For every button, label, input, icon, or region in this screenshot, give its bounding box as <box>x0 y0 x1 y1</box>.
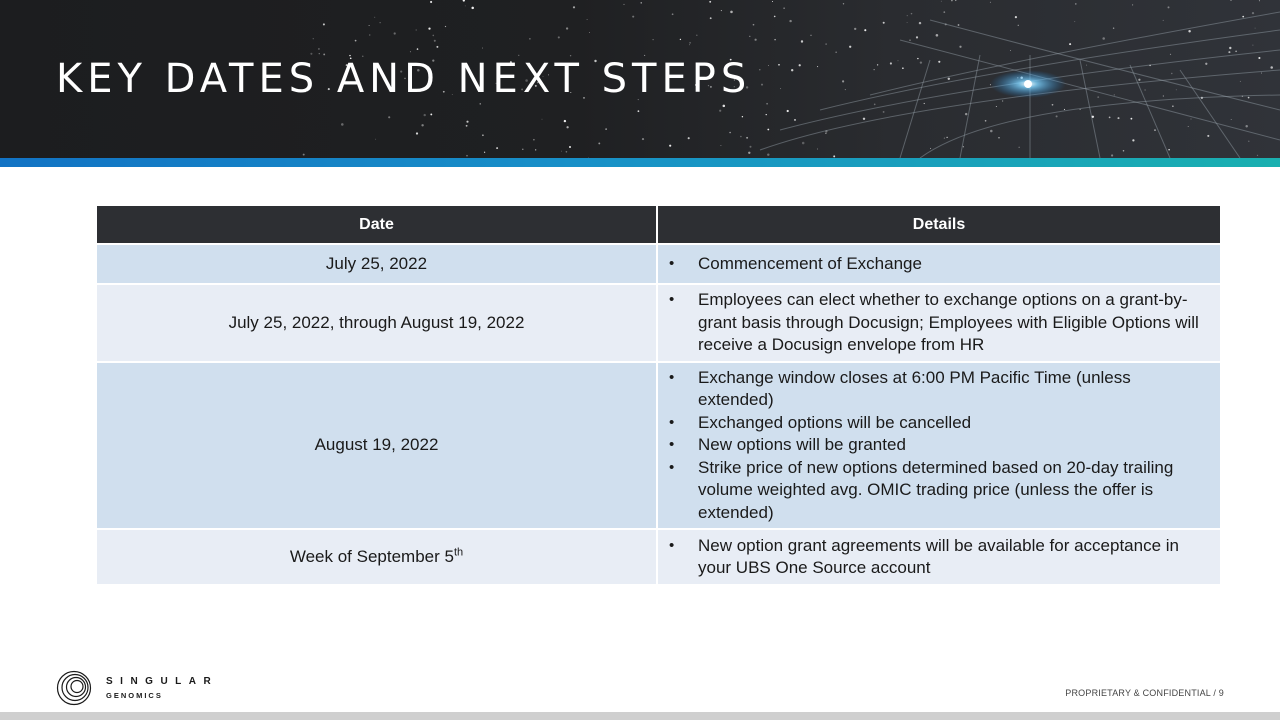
details-list <box>668 289 1210 357</box>
details-cell <box>657 244 1220 284</box>
list-item: • Commencement of Exchange <box>668 253 1210 276</box>
list-item: • Exchange window closes at 6:00 PM Pacific Time (unless extended) <box>668 367 1210 412</box>
list-item: • New options will be granted <box>668 434 1210 457</box>
header-banner <box>0 0 1280 158</box>
bottom-bar <box>0 712 1280 720</box>
logo-wordmark-genomics: GENOMICS <box>106 691 163 700</box>
list-item: • Employees can elect whether to exchange options on a grant-by-grant basis through Docusign; Employees with Eligible Options will receive a Docusign envelope from HR <box>668 289 1210 357</box>
page-title: KEY DATES AND NEXT STEPS <box>56 56 752 102</box>
company-logo <box>56 670 226 706</box>
table-header-row <box>97 206 1220 244</box>
accent-bar <box>0 158 1280 167</box>
key-dates-table <box>97 206 1220 584</box>
date-text: Week of September 5 <box>289 546 454 566</box>
table-row <box>97 284 1220 362</box>
page-number: 9 <box>1218 688 1224 698</box>
column-header-date: Date <box>97 206 657 244</box>
list-item: • New option grant agreements will be available for acceptance in your UBS One Source account <box>668 535 1210 580</box>
table-row <box>97 362 1220 530</box>
date-cell <box>97 529 657 584</box>
table-row <box>97 529 1220 584</box>
logo-wordmark-singular: SINGULAR <box>106 676 219 687</box>
date-cell: August 19, 2022 <box>97 362 657 530</box>
details-list <box>668 367 1210 525</box>
date-cell: July 25, 2022, through August 19, 2022 <box>97 284 657 362</box>
confidential-label: PROPRIETARY & CONFIDENTIAL <box>1065 688 1211 698</box>
table-row <box>97 244 1220 284</box>
details-list <box>668 535 1210 580</box>
details-cell <box>657 529 1220 584</box>
logo-rings-icon <box>56 670 92 706</box>
footer-confidential <box>1065 688 1224 698</box>
date-cell: July 25, 2022 <box>97 244 657 284</box>
column-header-details: Details <box>657 206 1220 244</box>
date-superscript: th <box>453 546 464 559</box>
details-cell <box>657 362 1220 530</box>
details-list <box>668 253 1210 276</box>
footer-separator: / <box>1213 688 1217 698</box>
list-item: • Strike price of new options determined based on 20-day trailing volume weighted avg. OMIC trading price (unless the offer is extended) <box>668 457 1210 525</box>
details-cell <box>657 284 1220 362</box>
list-item: • Exchanged options will be cancelled <box>668 412 1210 435</box>
